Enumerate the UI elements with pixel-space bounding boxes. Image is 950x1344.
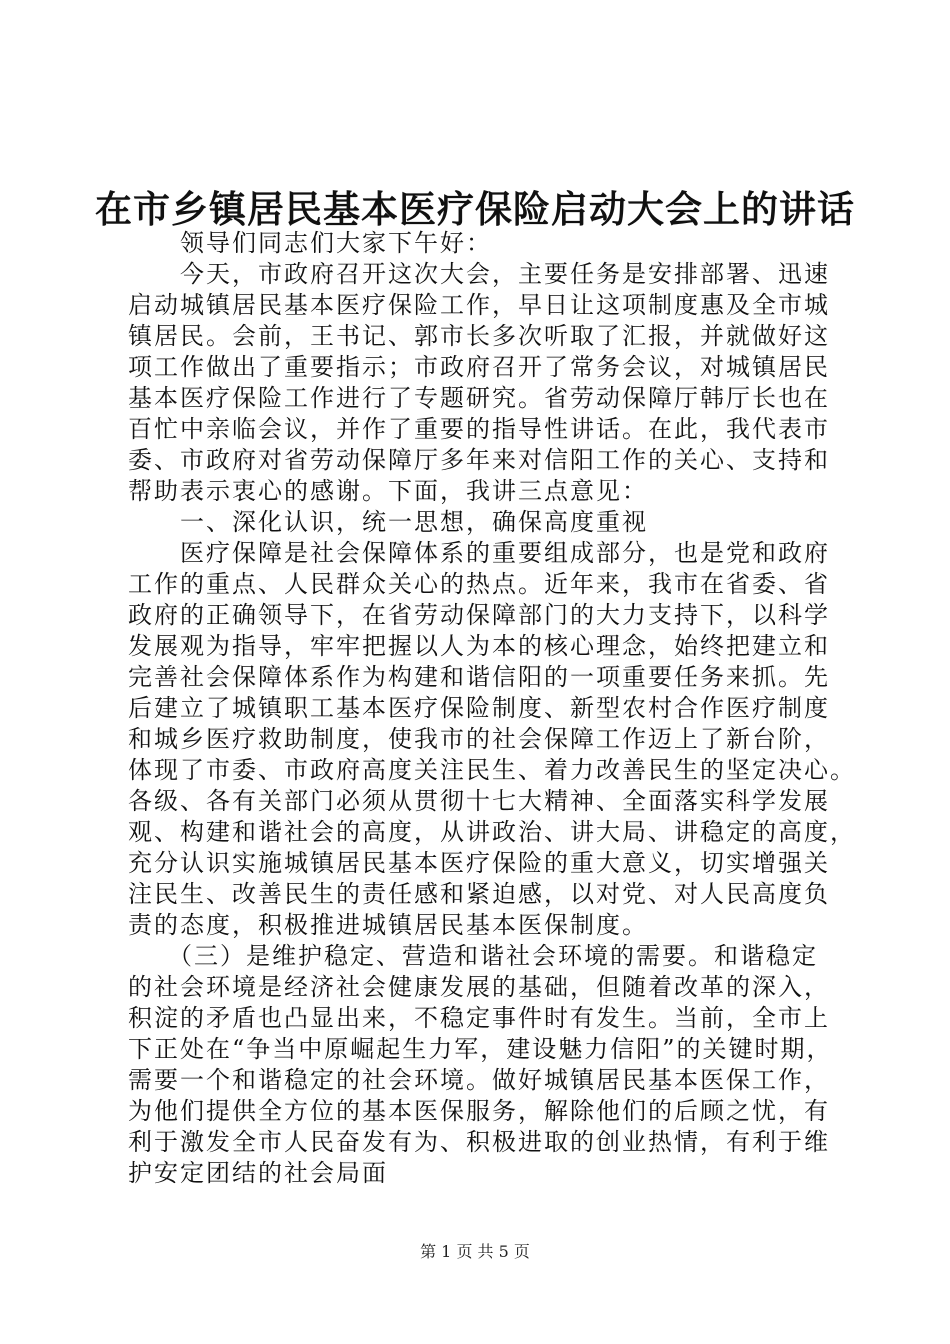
text-line: 注民生、改善民生的责任感和紧迫感，以对党、对人民高度负 — [128, 880, 830, 908]
text-line: 为他们提供全方位的基本医保服务，解除他们的后顾之忧，有 — [128, 1097, 830, 1125]
text-line: 完善社会保障体系作为构建和谐信阳的一项重要任务来抓。先 — [128, 663, 830, 691]
text-line: 后建立了城镇职工基本医疗保险制度、新型农村合作医疗制度 — [128, 694, 830, 722]
text-line: 责的态度，积极推进城镇居民基本医保制度。 — [128, 911, 648, 939]
text-line: （三）是维护稳定、营造和谐社会环境的需要。和谐稳定 — [128, 942, 818, 970]
text-line: 帮助表示衷心的感谢。下面，我讲三点意见： — [128, 477, 648, 505]
text-line: 护安定团结的社会局面 — [128, 1159, 388, 1187]
text-line: 和城乡医疗救助制度，使我市的社会保障工作迈上了新台阶， — [128, 725, 830, 753]
page-footer: 第 1 页 共 5 页 — [420, 1242, 530, 1261]
text-line: 积淀的矛盾也凸显出来，不稳定事件时有发生。当前，全市上 — [128, 1004, 830, 1032]
text-line: 委、市政府对省劳动保障厅多年来对信阳工作的关心、支持和 — [128, 446, 830, 474]
text-line: 项工作做出了重要指示；市政府召开了常务会议，对城镇居民 — [128, 353, 830, 381]
text-line: 观、构建和谐社会的高度，从讲政治、讲大局、讲稳定的高度， — [128, 818, 856, 846]
text-line: 今天，市政府召开这次大会，主要任务是安排部署、迅速 — [128, 260, 830, 288]
text-line: 镇居民。会前，王书记、郭市长多次听取了汇报，并就做好这 — [128, 322, 830, 350]
text-line: 需要一个和谐稳定的社会环境。做好城镇居民基本医保工作， — [128, 1066, 830, 1094]
text-line: 的社会环境是经济社会健康发展的基础，但随着改革的深入， — [128, 973, 830, 1001]
text-line: 领导们同志们大家下午好： — [128, 229, 492, 257]
text-line: 利于激发全市人民奋发有为、积极进取的创业热情，有利于维 — [128, 1128, 830, 1156]
text-line: 充分认识实施城镇居民基本医疗保险的重大意义，切实增强关 — [128, 849, 830, 877]
text-line: 政府的正确领导下，在省劳动保障部门的大力支持下，以科学 — [128, 601, 830, 629]
text-line: 医疗保障是社会保障体系的重要组成部分，也是党和政府 — [128, 539, 830, 567]
text-line: 下正处在“争当中原崛起生力军，建设魅力信阳”的关键时期， — [128, 1035, 833, 1063]
text-line: 启动城镇居民基本医疗保险工作，早日让这项制度惠及全市城 — [128, 291, 830, 319]
text-line: 各级、各有关部门必须从贯彻十七大精神、全面落实科学发展 — [128, 787, 830, 815]
section-heading: 一、深化认识，统一思想，确保高度重视 — [128, 508, 648, 536]
text-line: 百忙中亲临会议，并作了重要的指导性讲话。在此，我代表市 — [128, 415, 830, 443]
text-line: 体现了市委、市政府高度关注民生、着力改善民生的坚定决心。 — [128, 756, 856, 784]
text-line: 发展观为指导，牢牢把握以人为本的核心理念，始终把建立和 — [128, 632, 830, 660]
text-line: 工作的重点、人民群众关心的热点。近年来，我市在省委、省 — [128, 570, 830, 598]
document-title: 在市乡镇居民基本医疗保险启动大会上的讲话 — [95, 187, 855, 231]
text-line: 基本医疗保险工作进行了专题研究。省劳动保障厅韩厅长也在 — [128, 384, 830, 412]
document-body — [128, 228, 856, 1189]
